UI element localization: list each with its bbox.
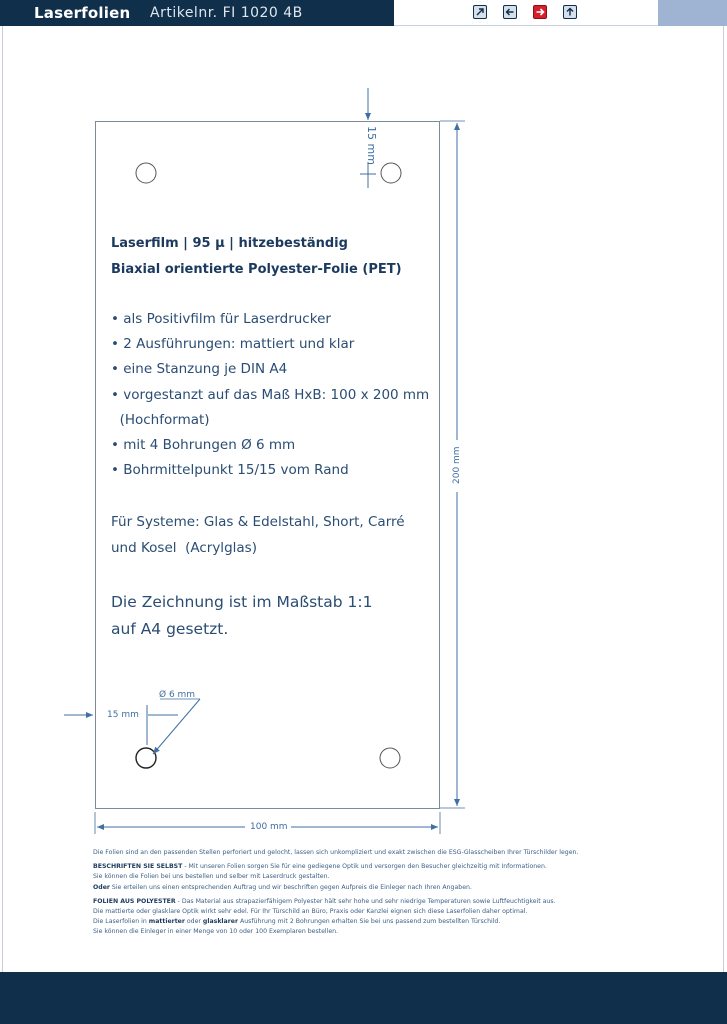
dim-diameter-label: Ø 6 mm (159, 690, 196, 700)
heading-line-2: Biaxial orientierte Polyester-Folie (PET) (111, 262, 402, 277)
systems-text (111, 510, 451, 561)
article-number: Artikelnr. FI 1020 4B (150, 5, 303, 21)
hole-top-right (381, 163, 401, 183)
notes-polyester-line-2: Die mattierte oder glasklare Optik wirkt sehr edel. Für Ihr Türschild an Büro, Praxis oder Kanzlei eignen sich diese Laserfolien daher optimal. (93, 908, 528, 916)
dim-diameter-leader (153, 699, 200, 754)
notes-polyester-line-3d: glasklarer (202, 918, 239, 926)
notes-polyester-line-3c: oder (184, 918, 203, 926)
footer-bar (0, 972, 727, 1024)
notes-oder-text: Sie erteilen uns einen entsprechenden Auftrag und wir beschriften gegen Aufpreis die Einleger nach Ihren Angaben. (109, 883, 472, 891)
hole-top-left (136, 163, 156, 183)
list-item: • als Positivfilm für Laserdrucker (111, 311, 331, 327)
notes-polyester-line-3a: Die Laserfolien in (93, 918, 149, 926)
hole-bottom-right (380, 748, 400, 768)
dim-top-label: 15 mm (365, 126, 378, 165)
notes-beschriften-text: - Mit unseren Folien sorgen Sie für eine gediegene Optik und versorgen den Besucher gleichzeitig mit Informationen. (182, 863, 547, 871)
systems-line-2: und Kosel (Acrylglas) (111, 539, 257, 556)
notes-intro: Die Folien sind an den passenden Stellen perforiert und gelocht, lassen sich unkompliziert und exakt zwischen die ESG-Glasscheiben Ihrer Türschilder legen. (93, 849, 579, 856)
list-item: • eine Stanzung je DIN A4 (111, 361, 288, 378)
dim-width-label: 100 mm (250, 822, 288, 832)
notes-polyester-line-4: Sie können die Einleger in einer Menge von 10 oder 100 Exemplaren bestellen. (93, 928, 339, 936)
page-title: Laserfolien (34, 4, 131, 22)
notes-beschriften (93, 862, 633, 893)
notes-polyester-line-3e: Ausführung mit 2 Bohrungen erhalten Sie bei uns passend zum bestellten Türschild. (238, 918, 501, 926)
list-item: • 2 Ausführungen: mattiert und klar (111, 336, 355, 353)
list-item: • vorgestanzt auf das Maß HxB: 100 x 200 mm (111, 386, 430, 403)
notes-oder-label: Oder (93, 883, 110, 891)
product-notes (93, 848, 633, 942)
dim-left-label: 15 mm (107, 710, 139, 720)
notes-polyester-text: - Das Material aus strapazierfähigem Polyester hält sehr hohe und sehr niedrige Temperaturen sowie Luftfeuchtigkeit aus. (175, 897, 556, 905)
notes-beschriften-line-2: Sie können die Folien bei uns bestellen und selber mit Laserdruck gestalten. (93, 873, 330, 881)
feature-list (111, 307, 451, 483)
heading-line-1: Laserfilm | 95 µ | hitzebeständig (111, 236, 348, 251)
scale-line-1: Die Zeichnung ist im Maßstab 1:1 (111, 593, 373, 611)
notes-polyester (93, 897, 633, 938)
list-item: • Bohrmittelpunkt 15/15 vom Rand (111, 462, 349, 479)
scale-note (111, 589, 451, 643)
list-item: (Hochformat) (111, 411, 210, 428)
dim-height-label: 200 mm (452, 446, 462, 484)
product-heading (111, 231, 441, 283)
hole-bottom-left (136, 748, 156, 768)
notes-beschriften-title: BESCHRIFTEN SIE SELBST (93, 863, 183, 871)
systems-line-1: Für Systeme: Glas & Edelstahl, Short, Carré (111, 514, 405, 530)
notes-polyester-title: FOLIEN AUS POLYESTER (93, 897, 176, 905)
scale-line-2: auf A4 gesetzt. (111, 620, 229, 638)
notes-polyester-line-3b: mattierter (148, 918, 185, 926)
list-item: • mit 4 Bohrungen Ø 6 mm (111, 437, 296, 454)
